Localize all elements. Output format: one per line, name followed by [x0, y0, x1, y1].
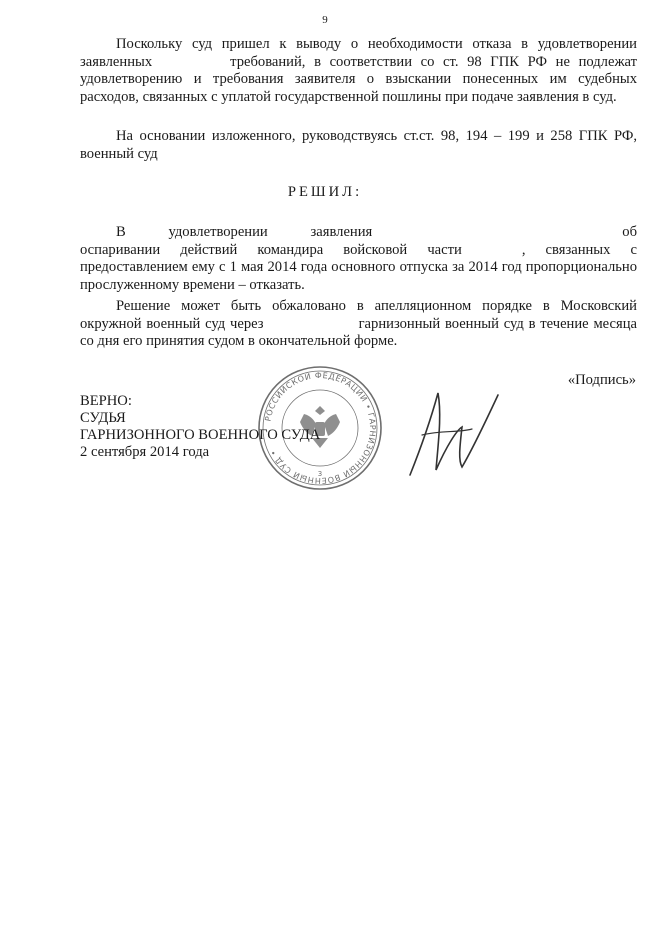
- paragraph-refusal-costs: Поскольку суд пришел к выводу о необходимости отказа в удовлетворении заявленных требований, в соответствии со ст. 98 ГПК РФ не подлежат удовлетворению и требования заявителя о взыскании понесенных им судебных расходов, связанных с уплатой государственной пошлины при подаче заявления в суд.: [80, 36, 637, 105]
- seal-ring-text: РОССИЙСКОЙ ФЕДЕРАЦИИ • ГАРНИЗОННЫЙ ВОЕННЫЙ СУД •: [263, 370, 378, 486]
- certification-verno: ВЕРНО:: [80, 393, 132, 409]
- certification-court: ГАРНИЗОННОГО ВОЕННОГО СУДА: [80, 427, 321, 443]
- signature-placeholder: «Подпись»: [567, 372, 636, 388]
- decision-heading: РЕШИЛ:: [287, 184, 363, 200]
- paragraph-appeal: Решение может быть обжаловано в апелляционном порядке в Московский окружной военный суд через гарнизонный военный суд в течение месяца со дня его принятия судом в окончательной форме.: [80, 298, 637, 349]
- paragraph-decision: В удовлетворении заявления об оспаривании действий командира войсковой части , связанных с предоставлением ему с 1 мая 2014 года основного отпуска за 2014 год пропорционально прослуженному времени – отказать.: [80, 224, 637, 293]
- paragraph-grounds: На основании изложенного, руководствуясь ст.ст. 98, 194 – 199 и 258 ГПК РФ, военный суд: [80, 128, 637, 162]
- certification-date: 2 сентября 2014 года: [80, 444, 210, 460]
- certification-judge: СУДЬЯ: [80, 410, 126, 426]
- certification-block: [80, 393, 650, 461]
- seal-number: 3: [317, 470, 323, 478]
- page-number: 9: [322, 14, 328, 26]
